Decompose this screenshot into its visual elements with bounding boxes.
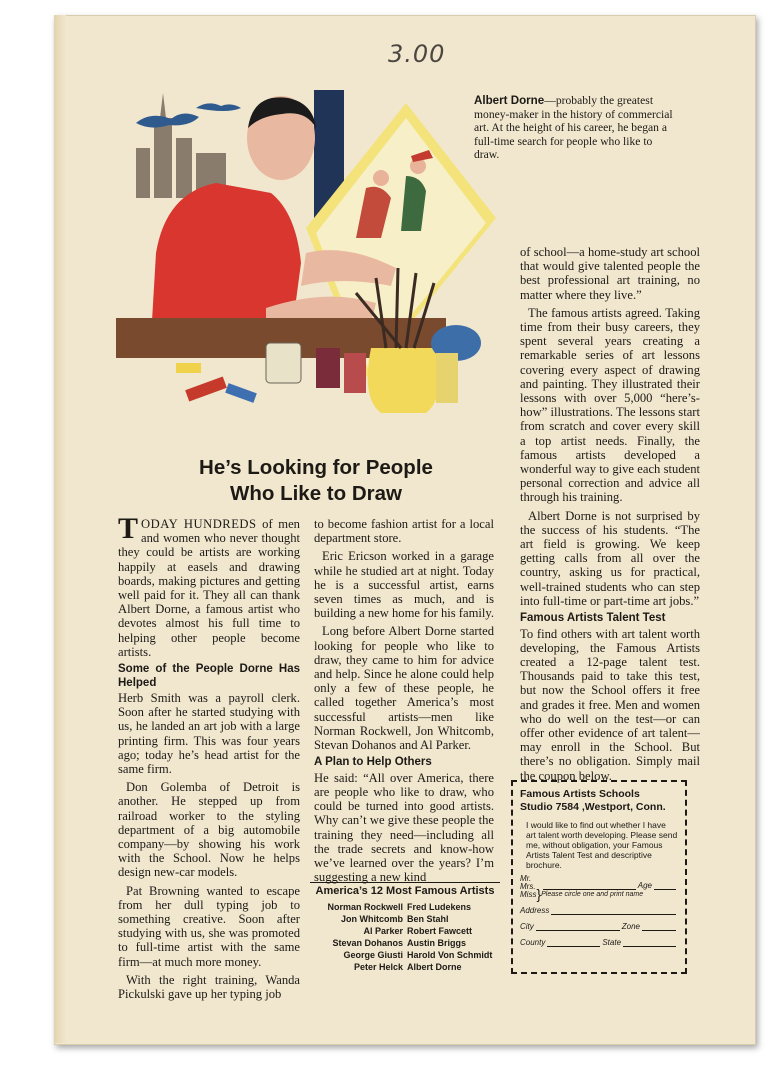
state-label: State (602, 938, 622, 947)
address-field[interactable] (551, 906, 676, 915)
artist-illustration (116, 78, 511, 428)
artist-name: Fred Ludekens (407, 902, 472, 912)
coupon-header-line-2: Studio 7584 ,Westport, Conn. (520, 801, 666, 813)
city-label: City (520, 922, 534, 931)
paragraph-artists-agreed: The famous artists agreed. Taking time from their busy careers, they spent several years creating a remarkable series of art lessons covering every aspect of drawing and painting. They illustrated their lessons with over 5,000 “here’s-how” illustrations. The lessons start from scratch and cover every skill a top artist needs. Finally, the famous artists developed a wonderful way to give each student personal correction and advice all through his training. (520, 305, 700, 505)
drop-cap: T (118, 512, 139, 545)
title-option-mrs[interactable]: Mrs. (520, 882, 536, 891)
lead-smallcaps: ODAY HUNDREDS (141, 517, 257, 531)
illustration-caption (474, 94, 674, 162)
circle-note: Please circle one and print name (541, 891, 644, 898)
caption-name: Albert Dorne (474, 94, 545, 107)
artists-row (310, 961, 500, 973)
famous-artists-list (310, 882, 500, 973)
brace-icon: } (536, 886, 542, 902)
paragraph-wanda-pickulski: With the right training, Wanda Pickulski gave up her typing job (118, 972, 300, 1002)
artist-name: Harold Von Schmidt (407, 950, 493, 960)
city-field[interactable] (536, 922, 620, 931)
artists-list-title: America’s 12 Most Famous Artists (310, 882, 500, 898)
artist-name: Ben Stahl (407, 914, 449, 924)
paragraph-not-surprised: Albert Dorne is not surprised by the success of his students. “The art field is growing. We keep getting calls from all over the country, asking us for practical, well-trained students who can step into full-time or part-time art jobs.” (520, 508, 700, 608)
title-option-mr[interactable]: Mr. (520, 874, 532, 883)
age-label: Age (637, 881, 652, 890)
sky-clouds (136, 103, 241, 127)
subheading-plan: A Plan to Help Others (314, 756, 432, 769)
artists-row (310, 937, 500, 949)
county-label: County (520, 938, 546, 947)
paragraph-long-before: Long before Albert Dorne started looking for people who like to draw, they came to him for advice and help. Since he alone could help only a few of these people, he called together America’s most successful artists—men like Norman Rockwell, Jon Whitcomb, Stevan Dohanos and Al Parker. (314, 624, 494, 753)
zone-field[interactable] (642, 922, 676, 931)
headline-line-1: He’s Looking for People (199, 456, 433, 479)
artists-row (310, 949, 500, 961)
coupon-header-line-1: Famous Artists Schools (520, 788, 640, 800)
intro-text: of men and women who never thought they could be artists are working happily at easels and drawing boards, making pictures and getting well paid for it. They all can thank Albert Dorne, a famous artist who devotes almost his full time to helping other people become artists. (118, 517, 300, 659)
artist-name: George Giusti (343, 950, 403, 960)
paragraph-pat-browning: Pat Browning wanted to escape from her dull typing job to something creative. Soon after studying with us, she was promoted to full-time artist with the same firm—at much more money. (118, 883, 300, 969)
ad-headline (118, 455, 514, 507)
artist-name: Jon Whitcomb (341, 914, 403, 924)
artist-name: Austin Briggs (407, 938, 467, 948)
artist-name: Norman Rockwell (327, 902, 403, 912)
mail-in-coupon[interactable] (511, 780, 687, 974)
name-field[interactable] (543, 881, 636, 890)
address-label: Address (520, 906, 550, 915)
county-field[interactable] (547, 938, 600, 947)
zone-label: Zone (621, 922, 640, 931)
artists-row (310, 913, 500, 925)
subheading-people-helped: Some of the People Dorne Has Helped (118, 663, 300, 689)
paragraph-eric-ericson: Eric Ericson worked in a garage while he studied art at night. Today he is a successful artist, earns seven times as much, and is building a new home for his family. (314, 549, 495, 621)
artist-name: Stevan Dohanos (332, 938, 403, 948)
artist-name: Al Parker (363, 926, 403, 936)
paragraph-talent-test: To find others with art talent worth developing, the Famous Artists created a 12-page talent test. Thousands paid to take this test, but now the School offers it free and grades it free. Men and women who do well on the test—or can offer other evidence of art talent—may enroll in the School. But there’s no obligation. Simply mail the coupon below. (520, 626, 700, 783)
artist-name: Robert Fawcett (407, 926, 473, 936)
coupon-address-row[interactable] (520, 906, 678, 915)
age-field[interactable] (654, 881, 676, 890)
paragraph-fashion-artist: to become fashion artist for a local department store. (314, 517, 494, 546)
artists-row (310, 925, 500, 937)
page-spine-edge (54, 15, 66, 1043)
coupon-county-row[interactable] (520, 938, 678, 947)
state-field[interactable] (623, 938, 676, 947)
intro-paragraph (118, 512, 300, 659)
coupon-name-row[interactable] (520, 874, 678, 902)
subheading-talent-test: Famous Artists Talent Test (520, 612, 666, 625)
paragraph-home-study: of school—a home-study art school that would give talented people the best professional art training, no matter where they live.” (520, 245, 700, 302)
caption-text: —probably the greatest money-maker in the history of commercial art. At the height of his career, he began a full-time search for people who like to draw. (474, 94, 673, 161)
paragraph-don-golemba: Don Golemba of Detroit is another. He stepped up from railroad worker to the styling department of a big automobile company—by showing his work with the School. Now he helps design new-car models. (118, 780, 300, 880)
artist-name: Albert Dorne (407, 962, 462, 972)
handwritten-price-mark: 3.00 (388, 40, 446, 68)
title-options[interactable] (520, 875, 536, 899)
article-column-1 (118, 512, 300, 1005)
paragraph-he-said: He said: “All over America, there are people who like to draw, who could be turned into good artists. Why can’t we give these people the training they need—including all the trade secrets and know-how we’ve learned over the years? I’m suggesting a new kind (314, 770, 494, 885)
artists-row (310, 901, 500, 913)
headline-line-2: Who Like to Draw (230, 482, 402, 505)
artist-name: Peter Helck (353, 962, 403, 972)
coupon-city-row[interactable] (520, 922, 678, 931)
coupon-body-text: I would like to find out whether I have art talent worth developing. Please send me, without obligation, your Famous Artists Talent Test and descriptive brochure. (526, 820, 678, 870)
article-column-3 (520, 245, 700, 787)
title-option-miss[interactable]: Miss (520, 890, 537, 899)
artists-table (310, 901, 500, 973)
brush-jar (368, 348, 440, 413)
article-column-2 (314, 517, 494, 888)
paragraph-herb-smith: Herb Smith was a payroll clerk. Soon after he started studying with us, he landed an art job with a large printing firm. This was four years ago; today he’s head artist for the same firm. (118, 691, 300, 777)
